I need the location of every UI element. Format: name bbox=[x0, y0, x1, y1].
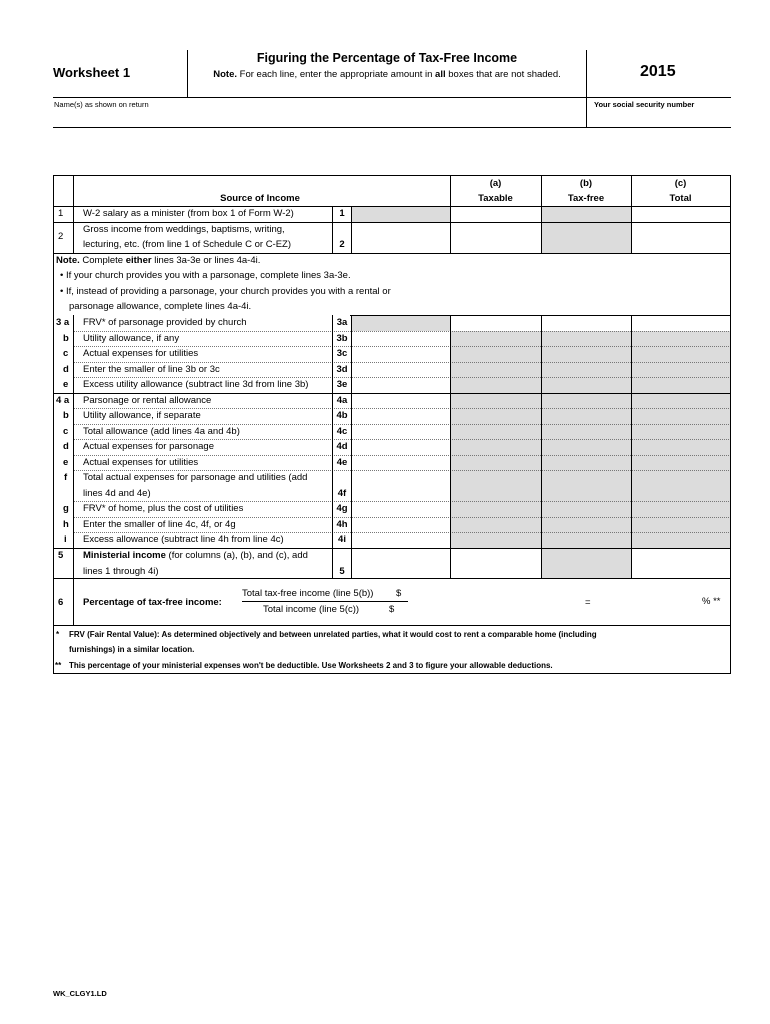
footnote-1-text-1: FRV (Fair Rental Value): As determined objectively and between unrelated parties, what it would cost to rent a comparable home (including bbox=[69, 630, 597, 639]
line-6-denominator: Total income (line 5(c)) bbox=[263, 604, 360, 615]
line-3e-number: e bbox=[63, 379, 69, 390]
header-divider-left bbox=[187, 50, 188, 98]
table-header-rule bbox=[53, 206, 731, 207]
line-4i-label: Excess allowance (subtract line 4h from line 4c) bbox=[83, 534, 284, 545]
line-4h-label: Enter the smaller of line 4c, 4f, or 4g bbox=[83, 519, 236, 530]
line-1-label: W-2 salary as a minister (from box 1 of Form W-2) bbox=[83, 208, 294, 219]
num-col-rule-6 bbox=[73, 578, 74, 625]
col-b-letter: (b) bbox=[579, 178, 593, 189]
box-col-rule-c bbox=[351, 206, 352, 253]
col-a-rule-b bbox=[450, 315, 451, 578]
note-bullet-2a: • If, instead of providing a parsonage, your church provides you with a rental or bbox=[60, 286, 391, 297]
line-4d-number: d bbox=[63, 441, 69, 452]
col-c-header: Total bbox=[669, 193, 692, 204]
line-3b-number: b bbox=[63, 333, 69, 344]
note-line: Note. Complete either lines 3a-3e or lines 4a-4i. bbox=[56, 255, 261, 266]
form-id: WK_CLGY1.LD bbox=[53, 989, 107, 998]
num-col-rule-b bbox=[73, 315, 74, 578]
line-4b-box: 4b bbox=[336, 410, 348, 421]
line-4e-number: e bbox=[63, 457, 69, 468]
line-4i-number: i bbox=[64, 534, 67, 545]
line-4a-number: 4 a bbox=[56, 395, 70, 406]
line-6-numerator: Total tax-free income (line 5(b)) bbox=[242, 588, 374, 599]
line-3a-box: 3a bbox=[336, 317, 348, 328]
line-3e-label: Excess utility allowance (subtract line 3d from line 3b) bbox=[83, 379, 309, 390]
line-4i-box: 4i bbox=[338, 534, 346, 545]
worksheet-label: Worksheet 1 bbox=[53, 65, 131, 80]
rule-4c bbox=[73, 439, 731, 440]
shade-3a-a bbox=[352, 315, 450, 331]
line-3b-label: Utility allowance, if any bbox=[83, 333, 180, 344]
table-left-border bbox=[53, 175, 54, 673]
line-4f-box: 4f bbox=[337, 488, 347, 499]
footnote-2-text: This percentage of your ministerial expenses won't be deductible. Use Worksheets 2 and 3 to figure your allowable deductions. bbox=[69, 661, 553, 670]
rule-3a bbox=[73, 331, 731, 332]
rule-6 bbox=[53, 625, 731, 626]
line-4c-label: Total allowance (add lines 4a and 4b) bbox=[83, 426, 240, 437]
line-3e-box: 3e bbox=[336, 379, 348, 390]
worksheet-title: Figuring the Percentage of Tax-Free Income bbox=[256, 51, 518, 65]
num-col-rule-a bbox=[73, 175, 74, 253]
line-3d-box: 3d bbox=[336, 364, 348, 375]
line-1-box: 1 bbox=[339, 208, 345, 219]
rule-2 bbox=[53, 253, 731, 254]
line-4f-label-2: lines 4d and 4e) bbox=[83, 488, 151, 499]
box-col-rule-d bbox=[351, 315, 352, 578]
names-label: Name(s) as shown on return bbox=[54, 100, 149, 109]
line-4a-label: Parsonage or rental allowance bbox=[83, 395, 212, 406]
line-3a-number: 3 a bbox=[56, 317, 70, 328]
line-5-label-1: Ministerial income (for columns (a), (b), and (c), add bbox=[83, 550, 308, 561]
line-6-number: 6 bbox=[58, 597, 64, 608]
col-a-header: Taxable bbox=[478, 193, 513, 204]
line-3d-number: d bbox=[63, 364, 69, 375]
line-4c-box: 4c bbox=[336, 426, 348, 437]
line-4g-box: 4g bbox=[336, 503, 348, 514]
line-3c-box: 3c bbox=[336, 348, 348, 359]
line-5-number: 5 bbox=[58, 550, 64, 561]
col-b-rule-b bbox=[541, 315, 542, 578]
line-4g-label: FRV* of home, plus the cost of utilities bbox=[83, 503, 244, 514]
col-c-letter: (c) bbox=[674, 178, 687, 189]
line-3c-number: c bbox=[63, 348, 69, 359]
line-4b-label: Utility allowance, if separate bbox=[83, 410, 201, 421]
table-bottom-rule bbox=[53, 673, 731, 674]
shade-5-b bbox=[541, 548, 631, 578]
line-4h-box: 4h bbox=[336, 519, 348, 530]
col-b-header: Tax-free bbox=[567, 193, 605, 204]
line-4c-number: c bbox=[63, 426, 69, 437]
header-divider-right bbox=[586, 50, 587, 128]
table-top-rule bbox=[53, 175, 731, 176]
line-6-label: Percentage of tax-free income: bbox=[83, 597, 222, 608]
line-4b-number: b bbox=[63, 410, 69, 421]
line-1-number: 1 bbox=[58, 208, 64, 219]
tax-year: 2015 bbox=[640, 63, 676, 80]
rule-4b bbox=[73, 424, 731, 425]
line-5-box: 5 bbox=[339, 566, 345, 577]
table-right-border bbox=[730, 175, 731, 673]
footnote-2-mark: ** bbox=[55, 661, 62, 670]
line-6-denominator-dollar: $ bbox=[389, 604, 395, 615]
line-4e-label: Actual expenses for utilities bbox=[83, 457, 199, 468]
note-bullet-2b: parsonage allowance, complete lines 4a-4i. bbox=[69, 301, 252, 312]
line-4h-number: h bbox=[63, 519, 69, 530]
line-2-number: 2 bbox=[58, 231, 64, 242]
col-source-header: Source of Income bbox=[220, 193, 300, 204]
line-2-label-1: Gross income from weddings, baptisms, writing, bbox=[83, 224, 285, 235]
rule-4d bbox=[73, 455, 731, 456]
line-3d-label: Enter the smaller of line 3b or 3c bbox=[83, 364, 220, 375]
rule-4h bbox=[73, 532, 731, 533]
shade-1-a bbox=[352, 206, 450, 222]
line-6-numerator-dollar: $ bbox=[396, 588, 402, 599]
rule-3e bbox=[53, 393, 731, 394]
rule-4g bbox=[73, 517, 731, 518]
note-bullet-1: • If your church provides you with a parsonage, complete lines 3a-3e. bbox=[60, 270, 351, 281]
rule-4e bbox=[73, 470, 731, 471]
line-6-equals: = bbox=[585, 597, 591, 608]
line-3a-label: FRV* of parsonage provided by church bbox=[83, 317, 247, 328]
shade-1-b bbox=[541, 206, 631, 222]
rule-5 bbox=[53, 578, 731, 579]
line-2-box: 2 bbox=[339, 239, 345, 250]
line-2-label-2: lecturing, etc. (from line 1 of Schedule C or C-EZ) bbox=[83, 239, 292, 250]
line-4d-label: Actual expenses for parsonage bbox=[83, 441, 214, 452]
col-a-letter: (a) bbox=[489, 178, 502, 189]
line-6-fraction-bar bbox=[242, 601, 408, 602]
header-note: Note. For each line, enter the appropriate amount in all boxes that are not shaded. bbox=[213, 69, 561, 80]
line-5-label-2: lines 1 through 4i) bbox=[83, 566, 159, 577]
name-ssn-rule bbox=[53, 127, 731, 128]
line-4g-number: g bbox=[63, 503, 69, 514]
col-c-rule-b bbox=[631, 315, 632, 578]
header-rule bbox=[53, 97, 731, 98]
line-3c-label: Actual expenses for utilities bbox=[83, 348, 199, 359]
line-3b-box: 3b bbox=[336, 333, 348, 344]
line-4a-box: 4a bbox=[336, 395, 348, 406]
rule-1 bbox=[53, 222, 731, 223]
footnote-1-text-2: furnishings) in a similar location. bbox=[69, 645, 195, 654]
line-4f-number: f bbox=[64, 472, 68, 483]
rule-4f bbox=[73, 501, 731, 502]
line-4f-label-1: Total actual expenses for parsonage and utilities (add bbox=[83, 472, 308, 483]
rule-3d bbox=[73, 377, 731, 378]
rule-4i bbox=[53, 548, 731, 549]
rule-3c bbox=[73, 362, 731, 363]
rule-4a bbox=[73, 408, 731, 409]
line-4d-box: 4d bbox=[336, 441, 348, 452]
line-4e-box: 4e bbox=[336, 457, 348, 468]
line-6-percent: % ** bbox=[702, 596, 721, 607]
ssn-label: Your social security number bbox=[594, 100, 695, 109]
shade-2-b bbox=[541, 222, 631, 253]
footnote-1-mark: * bbox=[56, 630, 60, 639]
rule-3b bbox=[73, 346, 731, 347]
